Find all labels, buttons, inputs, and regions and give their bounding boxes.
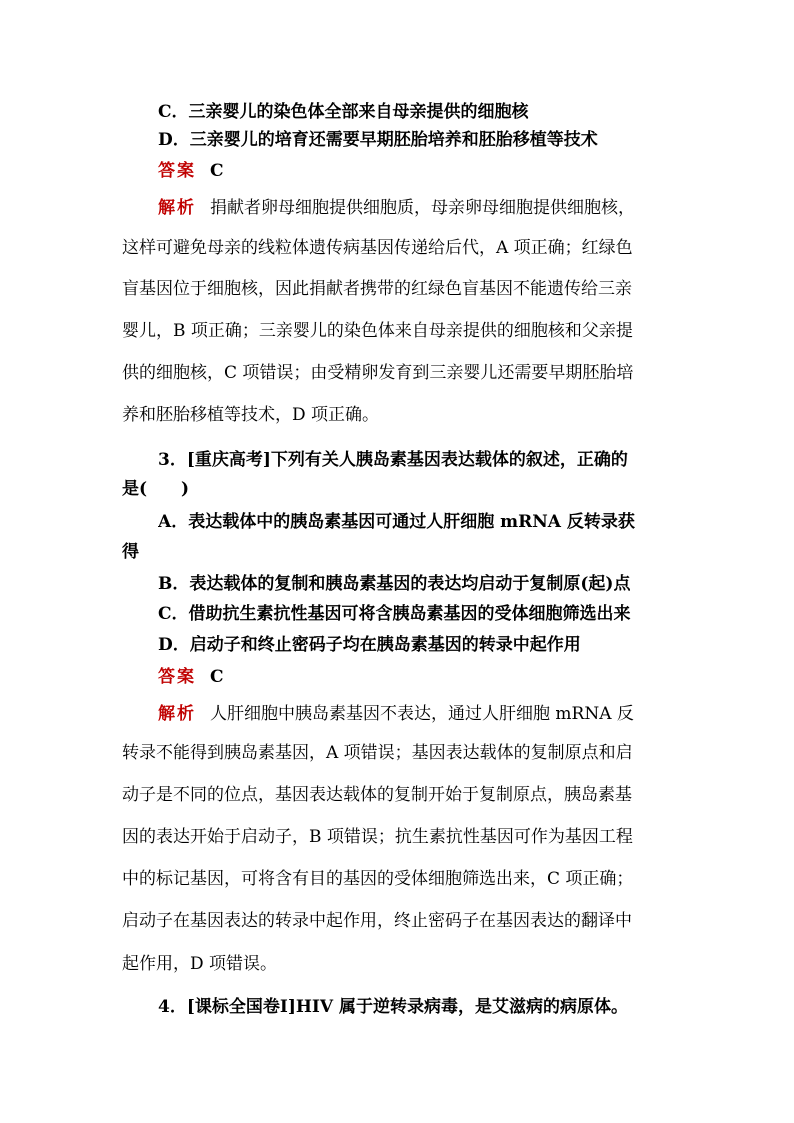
q3-analysis-line-5: 中的标记基因，可将含有目的基因的受体细胞筛选出来，C 项正确； [122,869,634,889]
q2-analysis-line-2: 这样可避免母亲的线粒体遗传病基因传递给后代，A 项正确；红绿色 [122,238,633,258]
q3-answer [158,666,677,688]
q3-analysis-line-6: 启动子在基因表达的转录中起作用，终止密码子在基因表达的翻译中 [122,911,632,931]
q2-option-c: C．三亲婴儿的染色体全部来自母亲提供的细胞核 [158,102,529,122]
q2-analysis-line-6: 养和胚胎移植等技术，D 项正确。 [122,405,380,425]
q2-answer-label: 答案 [158,161,196,181]
q3-option-c: C．借助抗生素抗性基因可将含胰岛素基因的受体细胞筛选出来 [158,604,631,624]
q3-stem-line-1: 3．[重庆高考]下列有关人胰岛素基因表达载体的叙述，正确的 [158,450,628,470]
q4-stem-line-1: 4．[课标全国卷Ⅰ]HIV 属于逆转录病毒，是艾滋病的病原体。 [158,997,628,1017]
q3-option-a-line-2: 得 [122,542,139,562]
q3-answer-value: C [210,667,224,687]
q3-option-a-line-1: A．表达载体中的胰岛素基因可通过人肝细胞 mRNA 反转录获 [158,512,635,532]
q2-option-d: D．三亲婴儿的培育还需要早期胚胎培养和胚胎移植等技术 [158,130,598,150]
q3-analysis-text: 人肝细胞中胰岛素基因不表达，通过人肝细胞 mRNA 反 [210,704,634,724]
q3-option-d: D．启动子和终止密码子均在胰岛素基因的转录中起作用 [158,635,581,655]
q3-analysis-line-2: 转录不能得到胰岛素基因，A 项错误；基因表达载体的复制原点和启 [122,743,633,763]
q2-answer-value: C [210,161,224,181]
q3-answer-label: 答案 [158,667,196,687]
q2-analysis-line-1 [158,197,677,219]
q3-stem-line-2: 是( ) [122,479,190,499]
q3-analysis-line-1 [158,703,677,725]
q3-analysis-line-4: 因的表达开始于启动子，B 项错误；抗生素抗性基因可作为基因工程 [122,827,633,847]
q3-analysis-line-3: 动子是不同的位点，基因表达载体的复制开始于复制原点，胰岛素基 [122,785,632,805]
q2-analysis-line-3: 盲基因位于细胞核，因此捐献者携带的红绿色盲基因不能遗传给三亲 [122,279,632,299]
q3-analysis-label: 解析 [158,704,196,724]
q2-answer [158,160,677,182]
q2-analysis-line-4: 婴儿，B 项正确；三亲婴儿的染色体来自母亲提供的细胞核和父亲提 [122,321,633,341]
q3-analysis-line-7: 起作用，D 项错误。 [122,954,278,974]
q3-option-b: B．表达载体的复制和胰岛素基因的表达均启动于复制原(起)点 [158,574,631,594]
q2-analysis-line-5: 供的细胞核，C 项错误；由受精卵发育到三亲婴儿还需要早期胚胎培 [122,363,634,383]
q2-analysis-text: 捐献者卵母细胞提供细胞质，母亲卵母细胞提供细胞核， [210,198,635,218]
q2-analysis-label: 解析 [158,198,196,218]
